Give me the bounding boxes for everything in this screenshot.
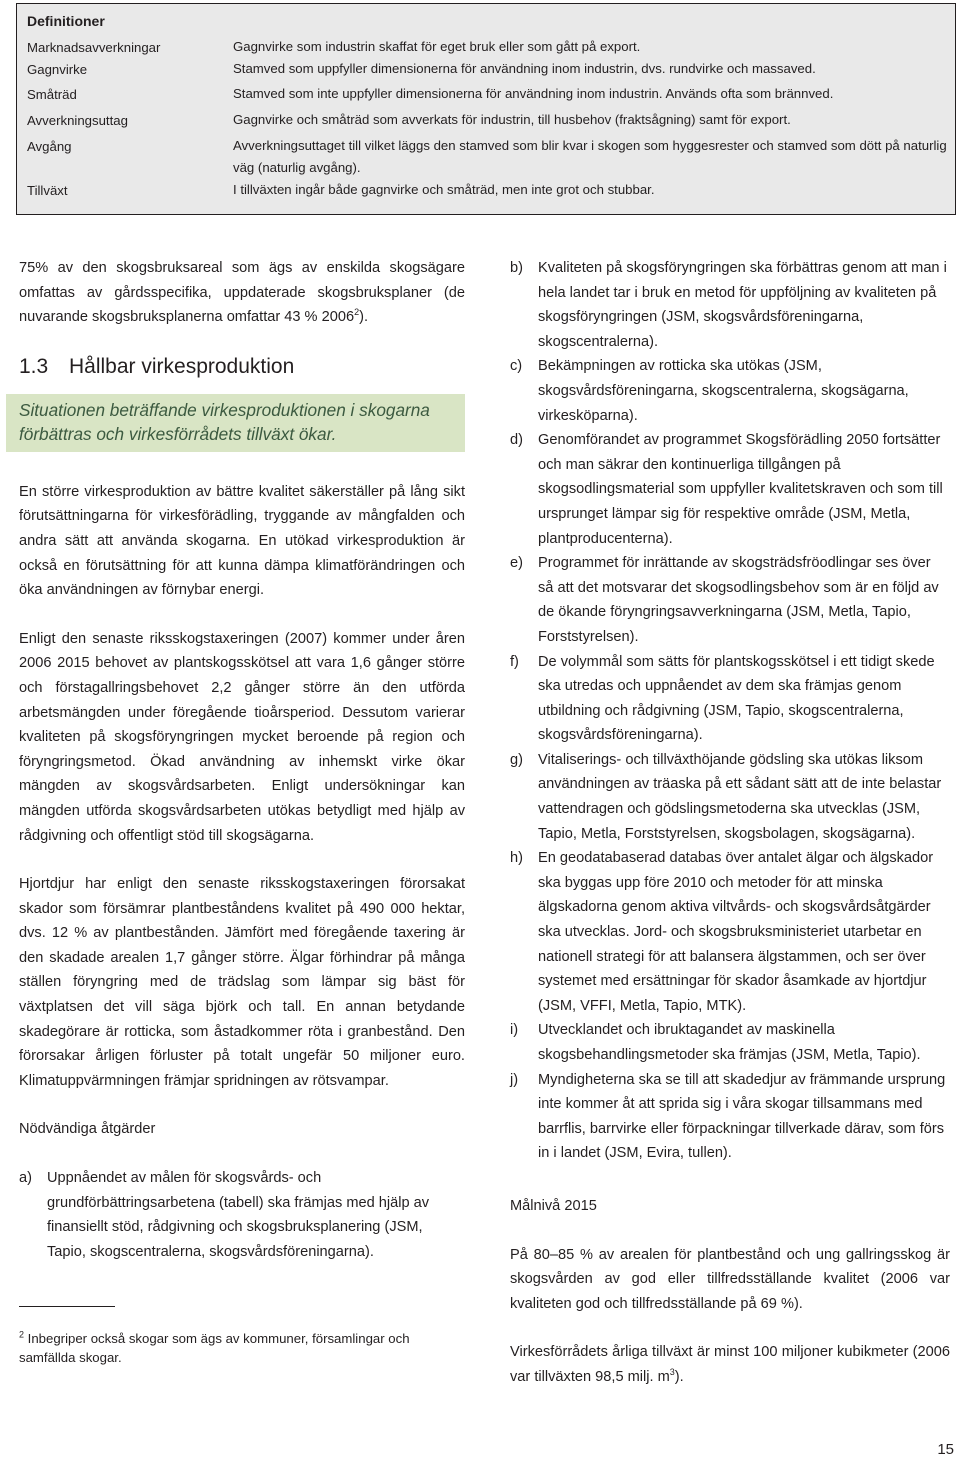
definition-desc: Stamved som uppfyller dimensionerna för användning inom industrin, dvs. rundvirke och massaved. (233, 61, 816, 76)
measure-item-e (510, 551, 950, 649)
definition-desc: Gagnvirke som industrin skaffat för eget bruk eller som gått på export. (233, 39, 641, 54)
measure-item-i (510, 1018, 950, 1067)
measure-item-a (19, 1166, 465, 1264)
item-text: Bekämpningen av rotticka ska utökas (JSM, skogsvårdsföreningarna, skogscentralerna, skogsägarna, virkesköparna). (538, 358, 909, 424)
item-label: b) (510, 260, 523, 276)
footnote-marker: 2 (19, 1329, 25, 1340)
measure-item-h (510, 846, 950, 1018)
footnote (19, 1329, 465, 1367)
item-label: e) (510, 555, 523, 572)
footnote-ref: 2 (354, 307, 360, 318)
item-text: Programmet för inrättande av skogsträdsfröodlingar ses över så att det motsvarar det skogsodlingsbehov som är en följd av de ökande föryngringsavverkningarna (JSM, Metla, Tapio, Forststyrelsen). (538, 555, 939, 645)
body-paragraph: En större virkesproduktion av bättre kvalitet säkerställer på lång sikt förutsättningarna för virkesförädling, tryggande av mångfalden och andra sätt att använda skogarna. En utökad virkesproduktion är också en förutsättning för att kunna dämpa klimatförändringen och öka användningen av förnybar energi. (19, 483, 465, 599)
item-text: Genomförandet av programmet Skogsförädling 2050 fortsätter och man säkrar den kontinuerliga tillgången på skogsodlingsmaterial som uppfyller kvalitetskraven och som till ursprunget lämpar sig för respektive område (JSM, Metla, plantproducenterna). (538, 432, 943, 547)
section-number: 1.3 (19, 354, 49, 378)
item-label: i) (510, 1022, 519, 1039)
definition-term: Tillväxt (27, 183, 68, 198)
measure-item-f (510, 650, 950, 748)
item-text: Vitaliserings- och tillväxthöjande gödsling ska utökas liksom användningen av träaska på ett sådant sätt att de inte belastar vattendragen och gödslingsmetoderna ska utvecklas (JSM, Tapio, Metla, Forststyrelsen, skogsbolagen, skogsägarna). (538, 751, 942, 842)
definition-term: Småträd (27, 87, 77, 102)
definitions-title: Definitioner (27, 13, 105, 29)
measure-item-g (510, 748, 950, 846)
item-text: De volymmål som sätts för plantskogsskötsel i ett tidigt skede ska utredas och uppnåendet av dem ska främjas genom utbildning och rådgivning (JSM, Tapio, skogscentralerna, skogsvårdsföreningarna). (538, 653, 935, 744)
item-label: d) (510, 432, 523, 449)
item-label: a) (19, 1170, 32, 1187)
item-label: f) (510, 653, 519, 670)
target-paragraph: På 80–85 % av arealen för plantbestånd och ung gallringsskog är skogsvården av god eller tillfredsställande kvalitet (2006 var kvaliteten god och tillfredsställande på 69 %). (510, 1246, 950, 1312)
measures-heading: Nödvändiga åtgärder (19, 1121, 156, 1138)
measure-item-d (510, 428, 950, 551)
item-label: g) (510, 751, 523, 768)
section-lead: Situationen beträffande virkesproduktionen i skogarna förbättras och virkesförrådets tillväxt ökar. (6, 394, 465, 452)
definition-desc: Avverkningsuttaget till vilket läggs den stamved som blir kvar i skogen som hyggesrester och stamved som dött på naturlig väg (naturlig avgång). (233, 138, 947, 175)
body-paragraph: Hjortdjur har enligt den senaste riksskogstaxeringen förorsakat skador som försämrar plantbeståndens kvalitet på 490 000 hektar, dvs. 12 % av plantbestånden. Jämfört med föregående taxering är den skadade arealen 1,7 gånger större. Älgar förhindrar på många ställen föryngring med de trädslag som lämpar sig bäst för växtplatsen det vill säga björk och tall. En annan betydande skadegörare är rotticka, som åstadkommer röta i granbestånd. Den förorsakar årligen förluster på totalt ungefär 50 miljoner euro. Klimatuppvärmningen främjar spridningen av rötsvampar. (19, 876, 465, 1089)
item-label: h) (510, 850, 523, 867)
section-heading (19, 353, 465, 381)
definition-term: Marknadsavverkningar (27, 40, 161, 55)
item-text: Utvecklandet och ibruktagandet av maskinella skogsbehandlingsmetoder ska främjas (JSM, Metla, Tapio). (538, 1022, 921, 1063)
body-paragraph: Enligt den senaste riksskogstaxeringen (2007) kommer under åren 2006 2015 behovet av plantskogsskötsel att vara 1,6 gånger större och förstagallringsbehovet 2,2 gånger större än den utförda arbetsmängden under föregående tioårsperiod. Dessutom varierar kvaliteten på skogsföryngringen mycket beroende på region och föryngringsmetod. Ökad användning av inhemskt virke ökar mängden av skogsvårdsarbeten. Enligt undersökningar kan mängden utförda skogsvårdsarbeten utökas betydligt med hjälp av rådgivning och offentligt stöd till skogsägarna. (19, 630, 465, 844)
footnote-divider (19, 1306, 115, 1307)
definition-term: Avgång (27, 139, 72, 154)
item-text: Uppnåendet av målen för skogsvårds- och grundförbättringsarbetena (tabell) ska främjas med hjälp av finansiellt stöd, rådgivning och skogsbruksplanering (JSM, Tapio, skogscentralerna, skogsvårdsföreningarna). (47, 1170, 430, 1260)
definition-term: Avverkningsuttag (27, 113, 128, 128)
item-text: Kvaliteten på skogsföryngringen ska förbättras genom att man i hela landet tar i bruk en metod för uppföljning av kvaliteten på skogsföryngringen (JSM, skogsvårdsföreningarna, skogscentralerna). (538, 260, 947, 350)
measure-item-c (510, 354, 950, 428)
definitions-box (16, 3, 956, 215)
left-column (19, 256, 465, 1264)
definition-desc: I tillväxten ingår både gagnvirke och småträd, men inte grot och stubbar. (233, 182, 655, 197)
measure-item-b (510, 256, 950, 354)
target-heading: Målnivå 2015 (510, 1197, 597, 1214)
superscript: 3 (669, 1367, 675, 1378)
item-text: Myndigheterna ska se till att skadedjur av främmande ursprung inte kommer åt att sprida sig i våra skogar tillsammans med barrflis, barrvirke eller förpackningar tillverkade därav, som förs in i landet (JSM, Evira, tullen). (538, 1071, 946, 1162)
footnote-text: Inbegriper också skogar som ägs av kommuner, församlingar och samfällda skogar. (19, 1331, 410, 1365)
item-label: j) (510, 1071, 519, 1088)
section-title: Hållbar virkesproduktion (69, 354, 295, 378)
definition-desc: Gagnvirke och småträd som avverkats för industrin, till husbehov (fraktsågning) samt för export. (233, 112, 791, 127)
item-text: En geodatabaserad databas över antalet älgar och älgskador ska byggas upp före 2010 och metoder för att minska älgskadorna genom aktiva viltvårds- och skogsvårdsåtgärder ska utvecklas. Jord- och skogsbruksministeriet utarbetar en nationell strategi för att balansera älgstammen, och ser över systemet med ersättningar för skador åsamkade av hjortdjur (JSM, VFFI, Metla, Tapio, MTK). (538, 850, 934, 1014)
intro-paragraph: 75% av den skogsbruksareal som ägs av enskilda skogsägare omfattas av gårdsspecifika, uppdaterade skogsbruksplaner (de nuvarande skogsbruksplanerna omfattar 43 % 2006$^2$). (19, 260, 465, 326)
item-label: c) (510, 358, 523, 375)
measure-item-j (510, 1068, 950, 1166)
page-number: 15 (937, 1441, 954, 1458)
right-column (510, 256, 950, 1390)
target-paragraph: Virkesförrådets årliga tillväxt är minst 100 miljoner kubikmeter (2006 var tillväxten 98,5 milj. $m^3$). (510, 1344, 950, 1385)
definition-term: Gagnvirke (27, 62, 88, 77)
definition-desc: Stamved som inte uppfyller dimensionerna för användning inom industrin. Används ofta som brännved. (233, 86, 834, 101)
